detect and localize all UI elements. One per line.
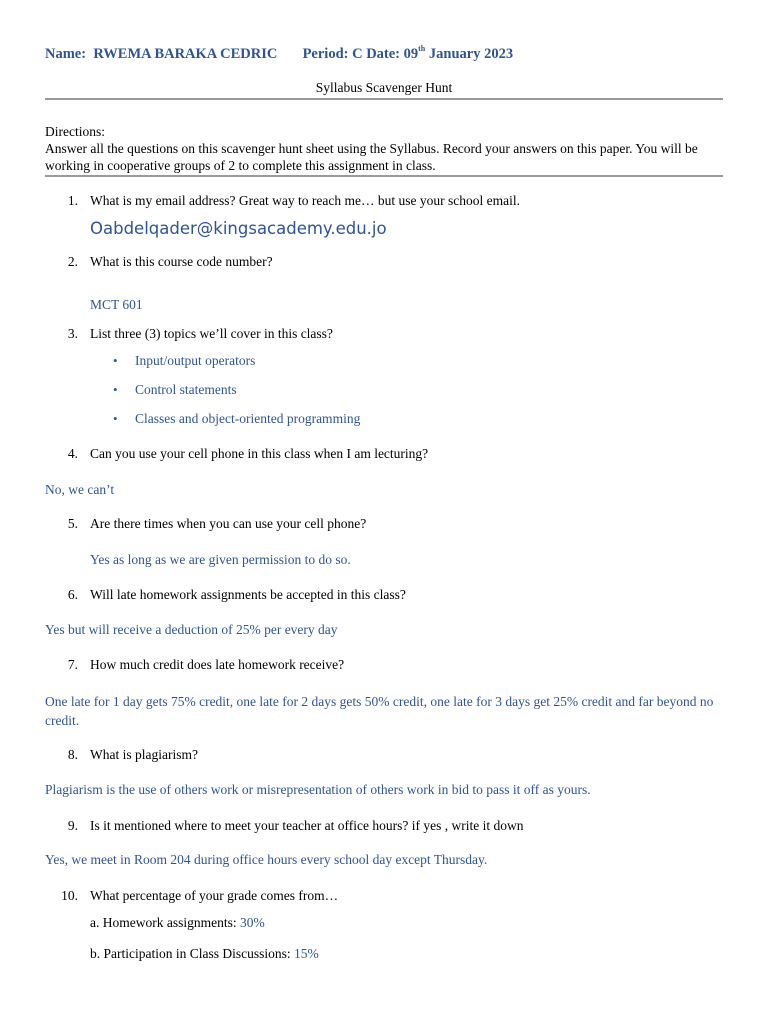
question-text: What is my email address? Great way to reach me… but use your school email. <box>90 193 520 208</box>
date-rest: January 2023 <box>428 45 514 62</box>
grade-component-a <box>90 915 265 931</box>
answer-9: Yes, we meet in Room 204 during office hours every school day except Thursday. <box>45 852 488 867</box>
page-title: Syllabus Scavenger Hunt <box>315 80 453 95</box>
student-name: RWEMA BARAKA CEDRIC <box>93 45 278 62</box>
question-text: What is plagiarism? <box>90 747 198 762</box>
answer-1: Oabdelqader@kingsacademy.edu.jo <box>90 219 387 238</box>
question-number: 9. <box>67 818 78 833</box>
date-label: Date: 09 <box>366 45 419 62</box>
answer-5: Yes as long as we are given permission to do so. <box>90 552 351 567</box>
date-suffix: th <box>418 44 426 53</box>
topic-text: Input/output operators <box>135 353 256 368</box>
student-header <box>45 45 513 63</box>
topic-text: Control statements <box>135 382 237 397</box>
directions-body: Answer all the questions on this scavenger hunt sheet using the Syllabus. Record your answers on this paper. You will be working in cooperative groups of 2 to complete this assignment in class. <box>45 141 698 173</box>
question-number: 5. <box>67 516 78 531</box>
question-text: What is this course code number? <box>90 254 273 269</box>
bullet-dot: • <box>113 353 118 368</box>
question-number: 1. <box>67 193 78 208</box>
answer-4: No, we can’t <box>45 482 115 497</box>
grade-component-b <box>90 946 319 962</box>
answer-8: Plagiarism is the use of others work or misrepresentation of others work in bid to pass it off as yours. <box>45 782 591 797</box>
question-text: How much credit does late homework receive? <box>90 657 345 672</box>
question-number: 10. <box>61 888 78 903</box>
question-number: 4. <box>67 446 78 461</box>
question-number: 7. <box>67 657 78 672</box>
question-text: Are there times when you can use your cell phone? <box>90 516 367 531</box>
bullet-dot: • <box>113 411 118 426</box>
question-text: Can you use your cell phone in this class when I am lecturing? <box>90 446 429 461</box>
answer-2: MCT 601 <box>90 297 143 312</box>
question-number: 6. <box>67 587 78 602</box>
directions-heading: Directions: <box>45 124 105 139</box>
title-rule <box>45 98 723 100</box>
question-number: 2. <box>67 254 78 269</box>
question-text: Is it mentioned where to meet your teacher at office hours? if yes , write it down <box>90 818 524 833</box>
directions-block <box>45 123 723 174</box>
name-label: Name: <box>45 45 87 62</box>
question-number: 3. <box>67 326 78 341</box>
answer-7: One late for 1 day gets 75% credit, one late for 2 days gets 50% credit, one late for 3 days get 25% credit and far beyond no credit. <box>45 694 714 728</box>
question-text: What percentage of your grade comes from… <box>90 888 339 903</box>
question-text: List three (3) topics we’ll cover in this class? <box>90 326 333 341</box>
topic-text: Classes and object-oriented programming <box>135 411 361 426</box>
period-label: Period: C <box>302 45 363 62</box>
component-value: 30% <box>239 915 265 930</box>
answer-6: Yes but will receive a deduction of 25% per every day <box>45 622 338 637</box>
question-text: Will late homework assignments be accepted in this class? <box>90 587 406 602</box>
component-label: a. Homework assignments: <box>90 915 237 930</box>
bullet-dot: • <box>113 382 118 397</box>
question-number: 8. <box>67 747 78 762</box>
component-value: 15% <box>294 946 319 961</box>
directions-rule <box>45 175 723 177</box>
component-label: b. Participation in Class Discussions: <box>90 946 291 961</box>
